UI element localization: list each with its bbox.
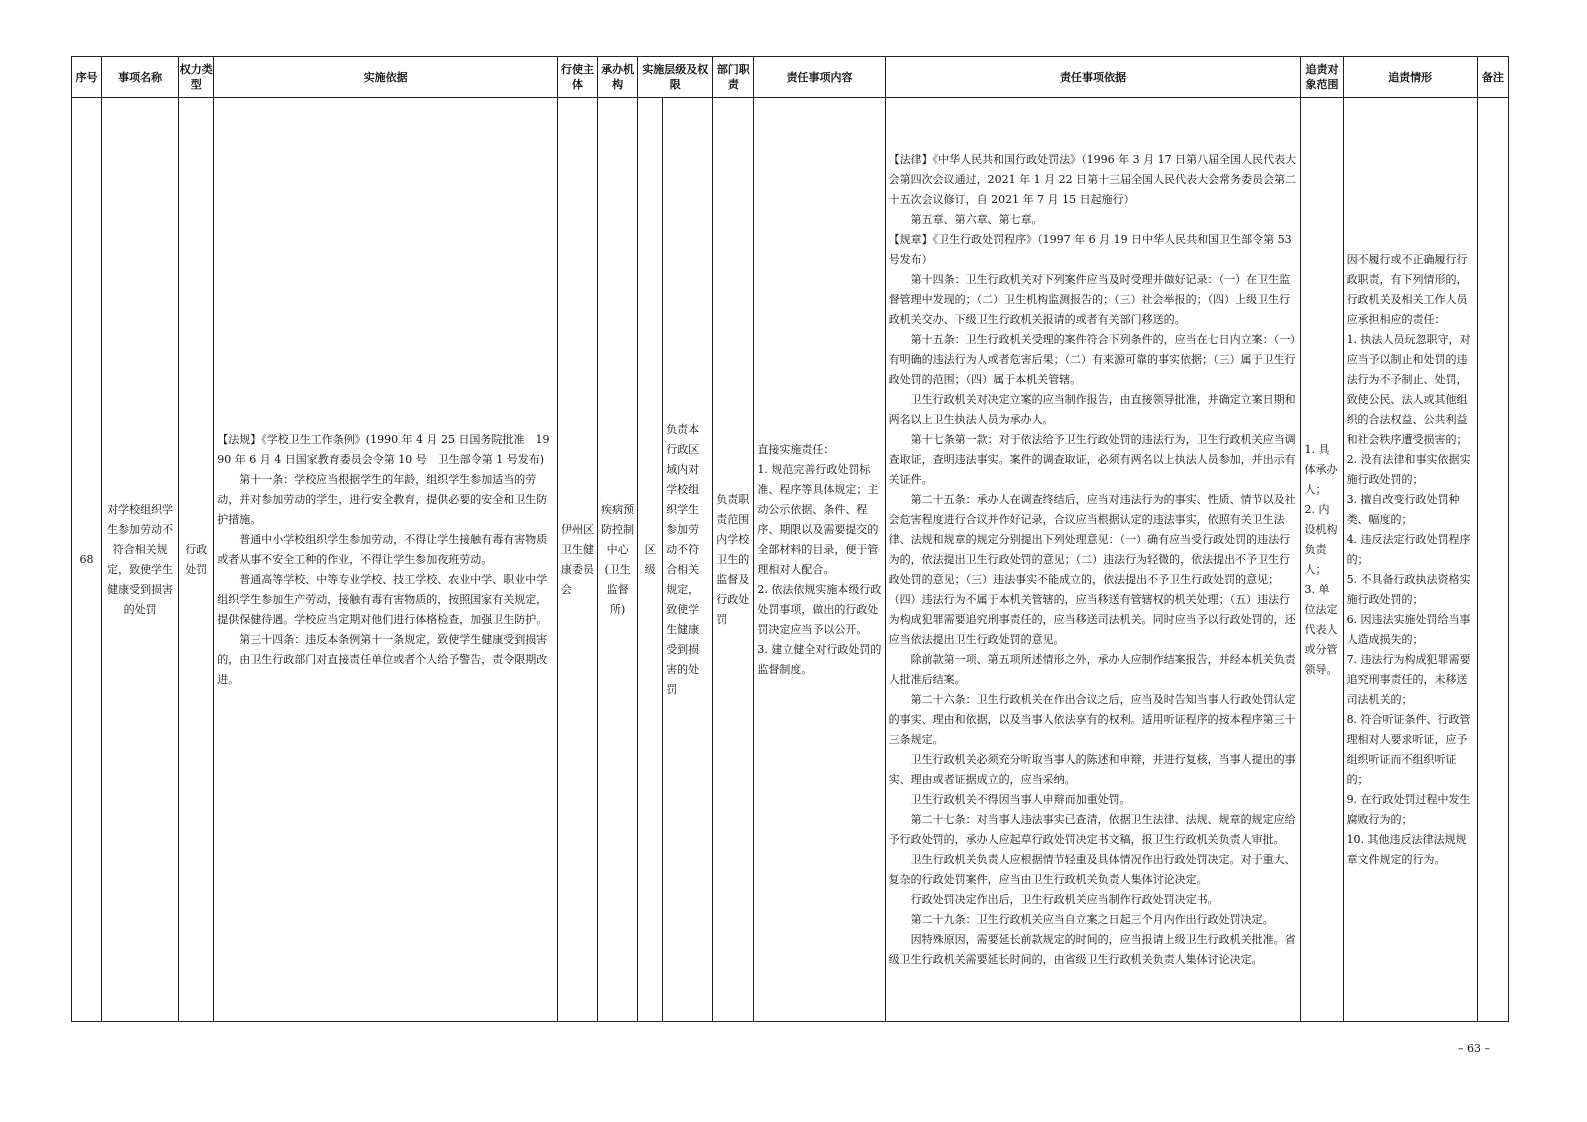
scope-item: 1. 具体承办人； — [1304, 442, 1338, 496]
resp-basis-paragraph: 【法律】《中华人民共和国行政处罚法》（1996 年 3 月 17 日第八届全国人民代表大会第四次会议通过，2021 年 1 月 22 日第十三届全国人民代表大会常务委员会第二十五次会议修订，自 2021 年 7 月 15 日起施行） — [888, 152, 1297, 206]
header-dept-duty: 部门职责 — [713, 57, 754, 98]
resp-basis-paragraph: 【规章】《卫生行政处罚程序》（1997 年 6 月 19 日中华人民共和国卫生部令第 53 号发布） — [888, 232, 1292, 266]
resp-content-list — [757, 440, 881, 680]
resp-basis-paragraph: 卫生行政机关负责人应根据情节轻重及具体情况作出行政处罚决定。对于重大、复杂的行政处罚案件，应当由卫生行政机关负责人集体讨论决定。 — [888, 852, 1296, 886]
header-resp-basis: 责任事项依据 — [885, 57, 1301, 98]
cell-scope — [1301, 98, 1343, 1022]
header-org: 承办机构 — [598, 57, 638, 98]
situation-item: 2. 没有法律和事实依据实施行政处罚的； — [1346, 452, 1471, 486]
resp-basis-paragraph: 除前款第一项、第五项所述情形之外，承办人应制作结案报告，并经本机关负责人批准后结案。 — [888, 652, 1296, 686]
header-scope: 追责对象范围 — [1301, 57, 1343, 98]
header-row — [72, 57, 1509, 98]
situation-item: 9. 在行政处罚过程中发生腐败行为的； — [1346, 792, 1471, 826]
resp-basis-paragraph: 第十五条：卫生行政机关受理的案件符合下列条件的，应当在七日内立案：（一）有明确的违法行为人或者危害后果；（二）有来源可靠的事实依据；（三）属于卫生行政处罚的范围；（四）属于本机关管辖。 — [888, 332, 1296, 386]
header-situation: 追责情形 — [1343, 57, 1477, 98]
header-resp-content: 责任事项内容 — [754, 57, 885, 98]
resp-content-item: 3. 建立健全对行政处罚的监督制度。 — [757, 642, 882, 676]
cell-dept-duty: 负责职责范围内学校卫生的监督及行政处罚 — [713, 98, 754, 1022]
basis-paragraphs — [217, 430, 554, 690]
situation-item: 6. 因违法实施处罚给当事人造成损失的； — [1346, 612, 1471, 646]
resp-basis-paragraph: 第二十六条：卫生行政机关在作出合议之后，应当及时告知当事人行政处罚认定的事实、理由和依据，以及当事人依法享有的权利。适用听证程序的按本程序第三十三条规定。 — [888, 692, 1296, 746]
situation-list — [1347, 250, 1474, 870]
cell-level-b: 负责本行政区域内对学校组织学生参加劳动不符合相关规定，致使学生健康受到损害的处罚 — [663, 98, 713, 1022]
basis-paragraph: 第三十四条：违反本条例第十一条规定，致使学生健康受到损害的，由卫生行政部门对直接责任单位或者个人给予警告，责令限期改进。 — [217, 632, 548, 686]
resp-basis-paragraph: 卫生行政机关必须充分听取当事人的陈述和申辩，并进行复核，当事人提出的事实、理由或者证据成立的，应当采纳。 — [888, 752, 1296, 786]
scope-item: 2. 内设机构负责人； — [1304, 502, 1338, 576]
resp-basis-paragraph: 卫生行政机关不得因当事人申辩而加重处罚。 — [910, 792, 1131, 806]
situation-item: 3. 擅自改变行政处罚种类、幅度的； — [1346, 492, 1460, 526]
cell-situation — [1343, 98, 1477, 1022]
scope-list — [1304, 440, 1339, 680]
resp-basis-paragraphs — [889, 150, 1298, 970]
header-remark: 备注 — [1477, 57, 1508, 98]
basis-paragraph: 【法规】《学校卫生工作条例》(1990 年 4 月 25 日国务院批准 1990 年 6 月 4 日国家教育委员会令第 10 号 卫生部令第 1 号发布) — [217, 432, 550, 466]
header-subject: 行使主体 — [557, 57, 597, 98]
situation-item: 4. 违反法定行政处罚程序的； — [1346, 532, 1471, 566]
resp-basis-paragraph: 行政处罚决定作出后，卫生行政机关应当制作行政处罚决定书。 — [910, 892, 1219, 906]
cell-basis — [214, 98, 558, 1022]
resp-content-item: 直接实施责任： — [757, 442, 835, 456]
basis-paragraph: 第十一条：学校应当根据学生的年龄，组织学生参加适当的劳动，并对参加劳动的学生，进行安全教育，提供必要的安全和卫生防护措施。 — [217, 472, 548, 526]
situation-item: 10. 其他违反法律法规规章文件规定的行为。 — [1346, 832, 1467, 866]
resp-basis-paragraph: 第十七条第一款：对于依法给予卫生行政处罚的违法行为，卫生行政机关应当调查取证，查明违法事实。案件的调查取证，必须有两名以上执法人员参加，并出示有关证件。 — [888, 432, 1296, 486]
header-item-name: 事项名称 — [102, 57, 179, 98]
page-number: – 63 – — [1458, 1042, 1490, 1055]
header-basis: 实施依据 — [214, 57, 558, 98]
cell-seq: 68 — [72, 98, 102, 1022]
table-row — [72, 98, 1509, 1022]
resp-basis-paragraph: 第二十九条：卫生行政机关应当自立案之日起三个月内作出行政处罚决定。 — [910, 912, 1274, 926]
cell-power-type: 行政处罚 — [179, 98, 214, 1022]
header-level: 实施层级及权限 — [638, 57, 713, 98]
resp-content-item: 2. 依法依规实施本级行政处罚事项，做出的行政处罚决定应当予以公开。 — [757, 582, 882, 636]
resp-basis-paragraph: 因特殊原因，需要延长前款规定的时间的，应当报请上级卫生行政机关批准。省级卫生行政机关需要延长时间的，由省级卫生行政机关负责人集体讨论决定。 — [888, 932, 1296, 966]
resp-basis-paragraph: 第五章、第六章、第七章。 — [910, 212, 1043, 226]
cell-org: 疾病预防控制中心(卫生监督所) — [598, 98, 638, 1022]
cell-subject: 伊州区卫生健康委员会 — [557, 98, 597, 1022]
cell-remark — [1477, 98, 1508, 1022]
resp-basis-paragraph: 第十四条：卫生行政机关对下列案件应当及时受理并做好记录：（一）在卫生监督管理中发现的；（二）卫生机构监测报告的；（三）社会举报的；（四）上级卫生行政机关交办、下级卫生行政机关报请的或者有关部门移送的。 — [888, 272, 1291, 326]
resp-basis-paragraph: 第二十七条：对当事人违法事实已查清，依据卫生法律、法规、规章的规定应给予行政处罚的，承办人应起草行政处罚决定书文稿，报卫生行政机关负责人审批。 — [888, 812, 1296, 846]
situation-item: 因不履行或不正确履行行政职责，有下列情形的，行政机关及相关工作人员应承担相应的责任： — [1346, 252, 1468, 326]
cell-item-name: 对学校组织学生参加劳动不符合相关规定，致使学生健康受到损害的处罚 — [102, 98, 179, 1022]
basis-paragraph: 普通高等学校、中等专业学校、技工学校、农业中学、职业中学组织学生参加生产劳动，接触有毒有害物质的，按照国家有关规定，提供保健待遇。学校应当定期对他们进行体格检查，加强卫生防护。 — [217, 572, 548, 626]
cell-level-a: 区级 — [638, 98, 663, 1022]
situation-item: 5. 不具备行政执法资格实施行政处罚的； — [1346, 572, 1471, 606]
scope-item: 3. 单位法定代表人或分管领导。 — [1304, 582, 1338, 676]
resp-basis-paragraph: 卫生行政机关对决定立案的应当制作报告，由直接领导批准，并确定立案日期和两名以上卫生执法人员为承办人。 — [888, 392, 1296, 426]
resp-content-item: 1. 规范完善行政处罚标准、程序等具体规定；主动公示依据、条件、程序、期限以及需要提交的全部材料的目录，便于管理相对人配合。 — [757, 462, 879, 576]
cell-resp-basis — [885, 98, 1301, 1022]
resp-basis-paragraph: 第二十五条：承办人在调查终结后，应当对违法行为的事实、性质、情节以及社会危害程度进行合议并作好记录，合议应当根据认定的违法事实，依照有关卫生法律、法规和规章的规定分别提出下列处理意见：（一）确有应当受行政处罚的违法行为的，依法提出卫生行政处罚的意见；（二）违法行为轻微的，依法提出不予卫生行政处罚的意见；（三）违法事实不能成立的，依法提出不予卫生行政处罚的意见；（四）违法行为不属于本机关管辖的，应当移送有管辖权的机关处理；（五）违法行为构成犯罪需要追究刑事责任的，应当移送司法机关。同时应当予以行政处罚的，还应当依法提出卫生行政处罚的意见。 — [888, 492, 1296, 646]
situation-item: 7. 违法行为构成犯罪需要追究刑事责任的，未移送司法机关的； — [1346, 652, 1471, 706]
cell-resp-content — [754, 98, 885, 1022]
basis-paragraph: 普通中小学校组织学生参加劳动，不得让学生接触有毒有害物质或者从事不安全工种的作业，不得让学生参加夜班劳动。 — [217, 532, 548, 566]
situation-item: 1. 执法人员玩忽职守，对应当予以制止和处罚的违法行为不予制止、处罚，致使公民、法人或其他组织的合法权益、公共利益和社会秩序遭受损害的； — [1346, 332, 1471, 446]
header-seq: 序号 — [72, 57, 102, 98]
situation-item: 8. 符合听证条件、行政管理相对人要求听证，应予组织听证而不组织听证的； — [1346, 712, 1471, 786]
responsibility-table — [71, 56, 1509, 1022]
header-power-type: 权力类型 — [179, 57, 214, 98]
